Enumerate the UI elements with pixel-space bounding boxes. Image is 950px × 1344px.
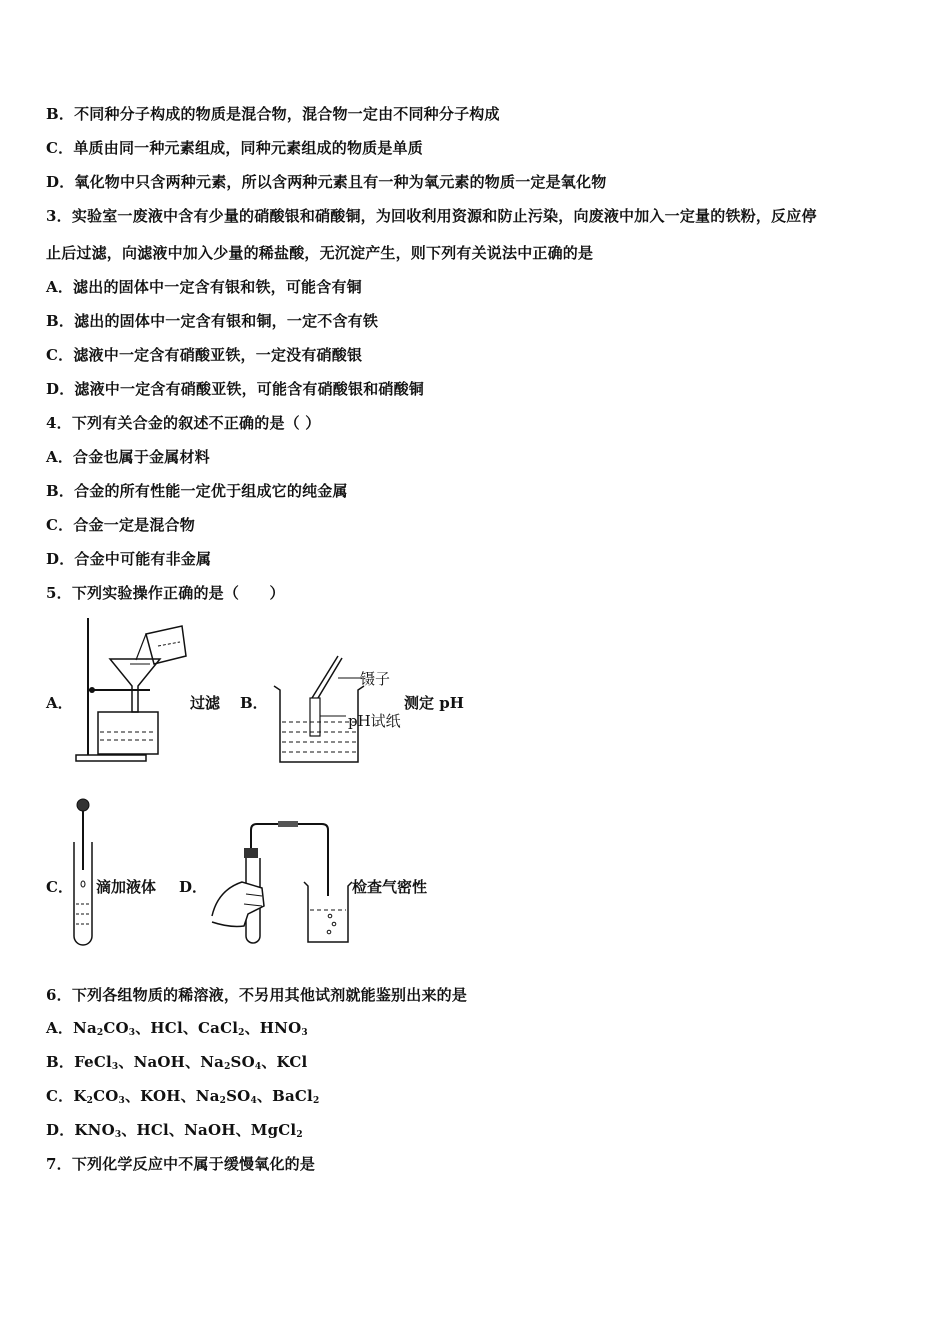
q5-label-b: B．: [240, 694, 268, 712]
airtightness-figure: [208, 818, 358, 946]
q3-stem-line2: 止后过滤，向滤液中加入少量的稀盐酸，无沉淀产生，则下列有关说法中正确的是: [46, 244, 594, 262]
q3-option-d: D．滤液中一定含有硝酸亚铁，可能含有硝酸银和硝酸铜: [46, 380, 425, 398]
q5-stem: 5．下列实验操作正确的是（ ）: [46, 584, 285, 602]
q2-option-c: C．单质由同一种元素组成，同种元素组成的物质是单质: [46, 139, 423, 157]
q4-option-c: C．合金一定是混合物: [46, 516, 195, 534]
q3-option-c: C．滤液中一定含有硝酸亚铁，一定没有硝酸银: [46, 346, 363, 364]
ph-test-figure: [268, 650, 368, 768]
q3-option-a: A．滤出的固体中一定含有银和铁，可能含有铜: [46, 278, 362, 296]
q4-option-a: A．合金也属于金属材料: [46, 448, 210, 466]
dropper-figure: [70, 796, 96, 946]
tweezers-label: 镊子: [360, 670, 391, 688]
q4-stem: 4．下列有关合金的叙述不正确的是（ ）: [46, 414, 321, 432]
q3-option-b: B．滤出的固体中一定含有银和铜，一定不含有铁: [46, 312, 379, 330]
q2-option-d: D．氧化物中只含两种元素，所以含两种元素且有一种为氧元素的物质一定是氧化物: [46, 173, 607, 191]
q6-option-c: C．$K_2CO_3$、KOH、$Na_2SO_4$、BaCl$_2$: [46, 1087, 320, 1106]
q5-label-a: A．: [46, 694, 73, 712]
q5-caption-b: 测定 pH: [404, 694, 464, 712]
q6-option-b: B．FeCl$_3$、NaOH、$Na_2SO_4$、KCl: [46, 1053, 308, 1072]
q4-option-b: B．合金的所有性能一定优于组成它的纯金属: [46, 482, 348, 500]
q7-stem: 7．下列化学反应中不属于缓慢氧化的是: [46, 1155, 316, 1173]
q5-caption-d: 检查气密性: [352, 878, 428, 896]
q6-option-d: D．$KNO_3$、HCl、NaOH、MgCl$_2$: [46, 1121, 303, 1140]
q5-label-d: D．: [179, 878, 208, 896]
q4-option-d: D．合金中可能有非金属: [46, 550, 212, 568]
ph-paper-label: pH试纸: [348, 712, 401, 730]
filtration-figure: [70, 612, 190, 767]
q5-caption-a: 过滤: [190, 694, 221, 712]
q3-stem-line1: 3．实验室一废液中含有少量的硝酸银和硝酸铜，为回收利用资源和防止污染，向废液中加入一定量的铁粉，反应停: [46, 207, 817, 225]
q2-option-b: B．不同种分子构成的物质是混合物，混合物一定由不同种分子构成: [46, 105, 500, 123]
q5-caption-c: 滴加液体: [96, 878, 157, 896]
q6-option-a: A．$Na_2CO_3$、HCl、CaCl$_2$、$HNO_3$: [46, 1019, 308, 1038]
q5-label-c: C．: [46, 878, 73, 896]
q6-stem: 6．下列各组物质的稀溶液，不另用其他试剂就能鉴别出来的是: [46, 986, 468, 1004]
